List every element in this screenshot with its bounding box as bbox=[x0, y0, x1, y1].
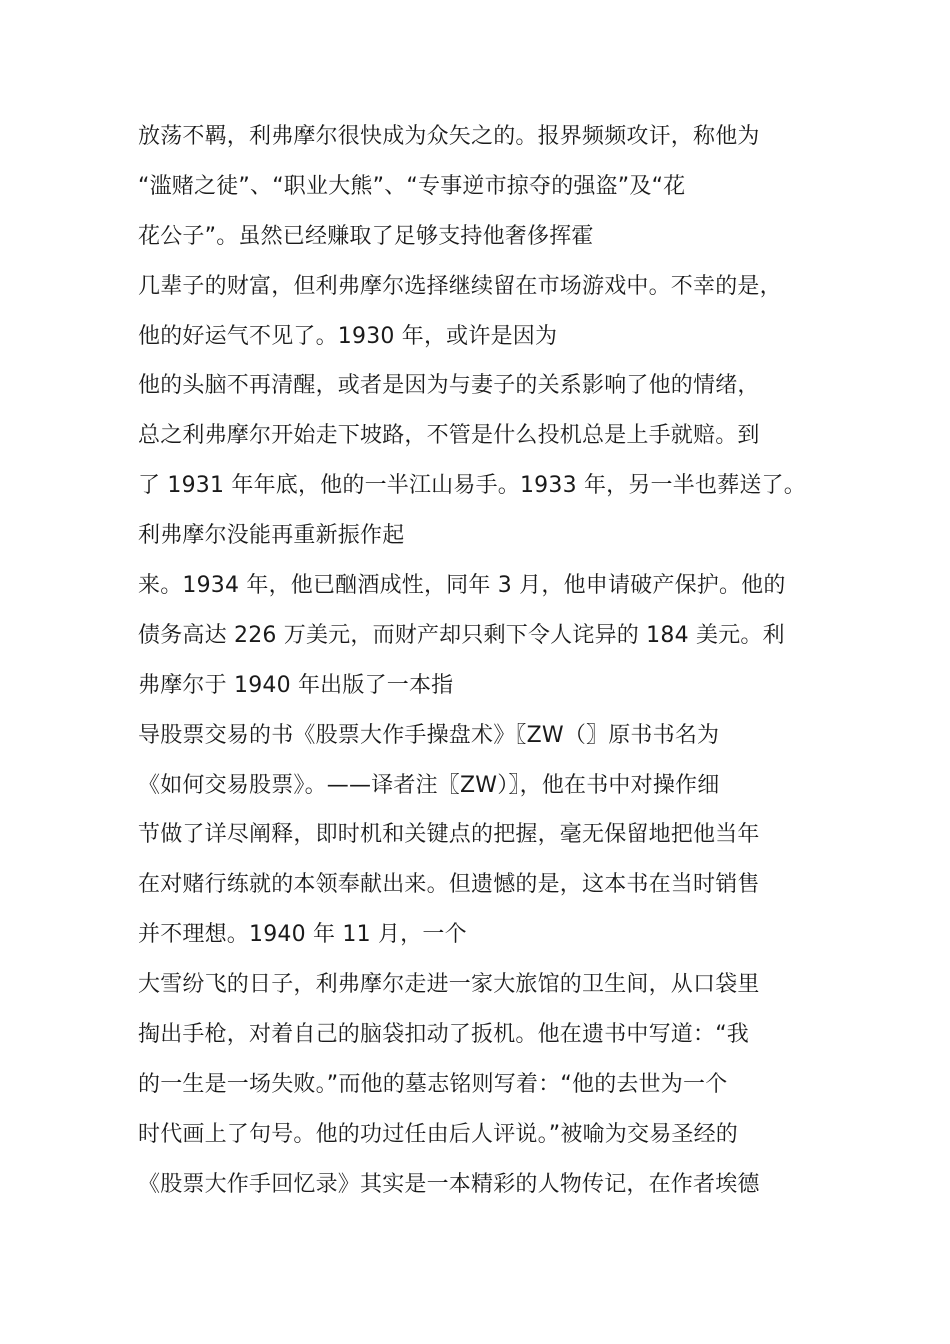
text-line: 利弗摩尔没能再重新振作起 bbox=[138, 523, 405, 549]
text-line: “滥赌之徒”、“职业大熊”、“专事逆市掠夺的强盗”及“花 bbox=[138, 173, 686, 199]
text-line: 他的头脑不再清醒，或者是因为与妻子的关系影响了他的情绪， bbox=[138, 373, 760, 399]
text-line: 掏出手枪，对着自己的脑袋扣动了扳机。他在遗书中写道：“我 bbox=[138, 1022, 749, 1048]
text-line: 《如何交易股票》。——译者注〖ZW）〗，他在书中对操作细 bbox=[138, 772, 720, 798]
text-line: 节做了详尽阐释，即时机和关键点的把握，毫无保留地把他当年 bbox=[138, 822, 760, 848]
text-line: 《股票大作手回忆录》其实是一本精彩的人物传记，在作者埃德 bbox=[138, 1171, 760, 1197]
text-line: 在对赌行练就的本领奉献出来。但遗憾的是，这本书在当时销售 bbox=[138, 872, 760, 898]
text-line: 债务高达 226 万美元，而财产却只剩下令人诧异的 184 美元。利 bbox=[138, 622, 785, 648]
text-line: 并不理想。1940 年 11 月，一个 bbox=[138, 922, 467, 948]
text-line: 放荡不羁，利弗摩尔很快成为众矢之的。报界频频攻讦，称他为 bbox=[138, 124, 760, 149]
text-line: 来。1934 年，他已酗酒成性，同年 3 月，他申请破产保护。他的 bbox=[138, 573, 786, 599]
text-line: 花公子”。虽然已经赚取了足够支持他奢侈挥霍 bbox=[138, 223, 594, 249]
text-line: 时代画上了句号。他的功过任由后人评说。”被喻为交易圣经的 bbox=[138, 1121, 738, 1147]
text-line: 大雪纷飞的日子，利弗摩尔走进一家大旅馆的卫生间，从口袋里 bbox=[138, 972, 760, 998]
text-line: 总之利弗摩尔开始走下坡路，不管是什么投机总是上手就赔。到 bbox=[138, 423, 760, 449]
text-line: 的一生是一场失败。”而他的墓志铭则写着：“他的去世为一个 bbox=[138, 1071, 728, 1097]
text-line: 了 1931 年年底，他的一半江山易手。1933 年，另一半也葬送了。 bbox=[138, 473, 806, 499]
body-text bbox=[138, 112, 828, 1210]
text-line: 他的好运气不见了。1930 年，或许是因为 bbox=[138, 323, 558, 349]
text-line: 导股票交易的书《股票大作手操盘术》〖ZW（〗原书书名为 bbox=[138, 722, 720, 748]
text-line: 几辈子的财富，但利弗摩尔选择继续留在市场游戏中。不幸的是， bbox=[138, 273, 782, 299]
text-line: 弗摩尔于 1940 年出版了一本指 bbox=[138, 672, 454, 698]
